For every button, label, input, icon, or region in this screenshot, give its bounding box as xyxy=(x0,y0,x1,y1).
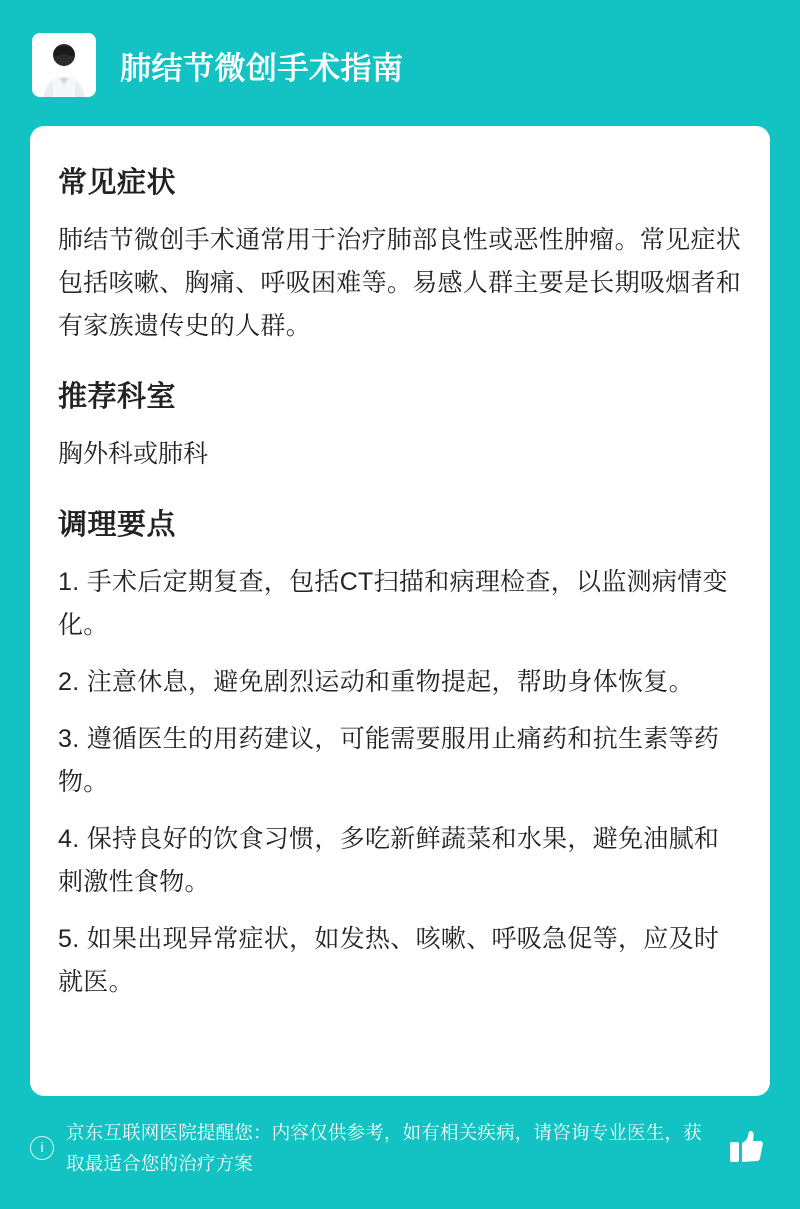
footer xyxy=(30,1087,770,1209)
care-list xyxy=(58,561,742,1004)
list-item: 5. 如果出现异常症状，如发热、咳嗽、呼吸急促等，应及时就医。 xyxy=(58,925,720,996)
department-heading: 推荐科室 xyxy=(58,381,177,413)
disclaimer-text: 京东互联网医院提醒您：内容仅供参考，如有相关疾病，请咨询专业医生，获取最适合您的治疗方案 xyxy=(66,1122,702,1174)
content-card xyxy=(30,126,770,1096)
list-item: 2. 注意休息，避免剧烈运动和重物提起，帮助身体恢复。 xyxy=(58,668,694,696)
symptoms-heading: 常见症状 xyxy=(58,167,177,199)
header xyxy=(30,26,770,104)
info-icon: i xyxy=(30,1136,54,1160)
list-item: 3. 遵循医生的用药建议，可能需要服用止痛药和抗生素等药物。 xyxy=(58,725,720,796)
thumbs-up-icon[interactable] xyxy=(730,1128,764,1169)
list-item: 4. 保持良好的饮食习惯，多吃新鲜蔬菜和水果，避免油腻和刺激性食物。 xyxy=(58,825,720,896)
symptoms-text: 肺结节微创手术通常用于治疗肺部良性或恶性肿瘤。常见症状包括咳嗽、胸痛、呼吸困难等。易感人群主要是长期吸烟者和有家族遗传史的人群。 xyxy=(58,226,742,340)
care-heading: 调理要点 xyxy=(58,509,177,541)
department-text: 胸外科或肺科 xyxy=(58,440,209,468)
list-item: 1. 手术后定期复查，包括CT扫描和病理检查，以监测病情变化。 xyxy=(58,568,728,639)
doctor-avatar-icon xyxy=(32,33,96,97)
page-title: 肺结节微创手术指南 xyxy=(120,50,404,86)
